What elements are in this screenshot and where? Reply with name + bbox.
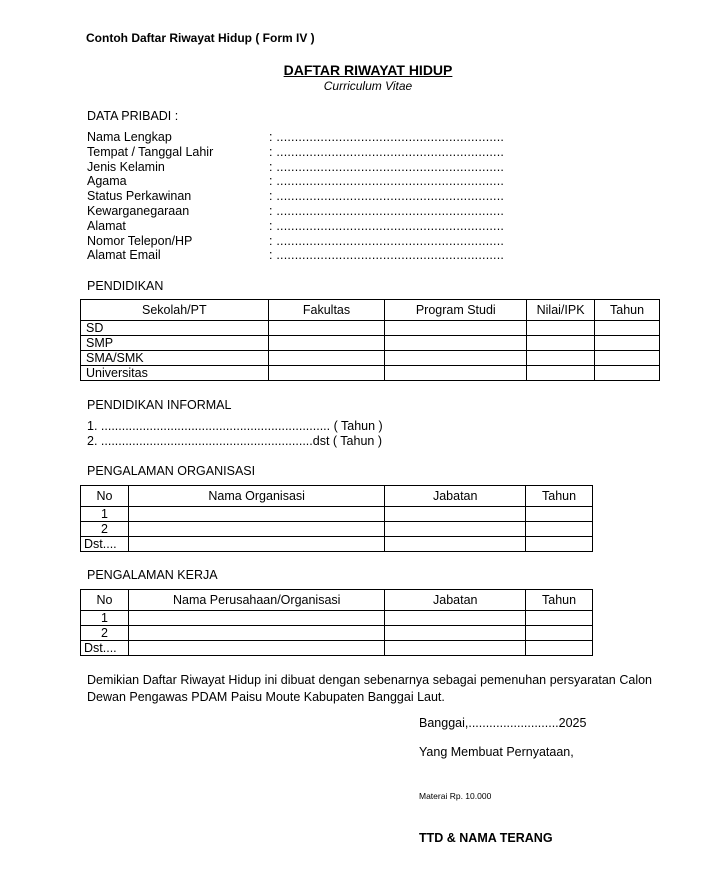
table-cell[interactable]: [128, 641, 385, 656]
table-cell[interactable]: [595, 321, 660, 336]
personal-field-label: Agama: [87, 174, 127, 189]
personal-field-label: Status Perkawinan: [87, 189, 192, 204]
column-header: Tahun: [526, 486, 593, 507]
table-cell[interactable]: [526, 611, 593, 626]
table-cell[interactable]: [526, 641, 593, 656]
table-row: [81, 611, 593, 626]
column-header: Jabatan: [385, 486, 526, 507]
row-label: 1: [81, 611, 129, 626]
column-header: Tahun: [526, 590, 593, 611]
work-table: [80, 589, 593, 656]
table-cell[interactable]: [595, 351, 660, 366]
table-cell[interactable]: [526, 626, 593, 641]
form-label: Contoh Daftar Riwayat Hidup ( Form IV ): [86, 31, 315, 45]
personal-field-blank[interactable]: : ..............................................................: [269, 144, 505, 159]
row-label: SMA/SMK: [81, 351, 269, 366]
column-header: Nama Perusahaan/Organisasi: [128, 590, 385, 611]
table-cell[interactable]: [128, 626, 385, 641]
personal-field-blank[interactable]: : ..............................................................: [269, 130, 505, 144]
column-header: Sekolah/PT: [81, 300, 269, 321]
column-header: Jabatan: [385, 590, 526, 611]
row-label: Universitas: [81, 366, 269, 381]
personal-field-label: Jenis Kelamin: [87, 159, 165, 174]
personal-field-blank[interactable]: : ..............................................................: [269, 248, 505, 263]
column-header: Program Studi: [385, 300, 527, 321]
table-cell[interactable]: [128, 537, 384, 552]
signature-label: TTD & NAMA TERANG: [419, 831, 553, 845]
column-header: Nilai/IPK: [527, 300, 595, 321]
table-cell[interactable]: [527, 321, 595, 336]
table-cell[interactable]: [268, 336, 385, 351]
row-label: Dst....: [81, 641, 129, 656]
table-cell[interactable]: [385, 641, 526, 656]
personal-field-label: Kewarganegaraan: [87, 204, 190, 218]
document-subtitle: Curriculum Vitae: [323, 79, 413, 93]
personal-field-blank[interactable]: : ..............................................................: [269, 218, 505, 233]
personal-data-heading: DATA PRIBADI :: [87, 109, 179, 123]
personal-field-blank[interactable]: : ..............................................................: [269, 174, 505, 189]
personal-field-label: Tempat / Tanggal Lahir: [87, 144, 214, 159]
personal-field-blank[interactable]: : ..............................................................: [269, 233, 505, 248]
table-cell[interactable]: [385, 611, 526, 626]
column-header: No: [81, 486, 129, 507]
personal-field-blank[interactable]: : ..............................................................: [269, 189, 505, 204]
column-header: Nama Organisasi: [128, 486, 384, 507]
row-label: SD: [81, 321, 269, 336]
organization-table: [80, 485, 593, 552]
informal-education-heading: PENDIDIKAN INFORMAL: [87, 398, 232, 412]
personal-field-blank[interactable]: : ..............................................................: [269, 204, 505, 218]
table-header-row: [81, 590, 593, 611]
table-cell[interactable]: [385, 366, 527, 381]
table-cell[interactable]: [526, 522, 593, 537]
personal-field-label: Nomor Telepon/HP: [87, 233, 193, 248]
row-label: Dst....: [81, 537, 129, 552]
stamp-label: Materai Rp. 10.000: [419, 791, 492, 801]
table-cell[interactable]: [527, 366, 595, 381]
table-header-row: [81, 300, 660, 321]
closing-statement: Demikian Daftar Riwayat Hidup ini dibuat dengan sebenarnya sebagai pemenuhan persyaratan Calon Dewan Pengawas PDAM Paisu Moute Kabupaten Banggai Laut.: [87, 673, 652, 704]
table-cell[interactable]: [385, 351, 527, 366]
table-row: [81, 522, 593, 537]
table-cell[interactable]: [526, 537, 593, 552]
row-label: 1: [81, 507, 129, 522]
personal-field-label: Alamat: [87, 218, 126, 233]
table-cell[interactable]: [385, 507, 526, 522]
informal-line-2: 2. .............................................................dst ( Tahun ): [87, 434, 382, 448]
place-date: Banggai,..........................2025: [419, 716, 587, 730]
table-cell[interactable]: [128, 522, 384, 537]
table-cell[interactable]: [595, 336, 660, 351]
table-row: [81, 351, 660, 366]
table-row: [81, 507, 593, 522]
row-label: 2: [81, 522, 129, 537]
document-title: DAFTAR RIWAYAT HIDUP: [283, 62, 453, 78]
table-cell[interactable]: [385, 321, 527, 336]
personal-field-label: Alamat Email: [87, 248, 161, 263]
table-row: [81, 626, 593, 641]
table-cell[interactable]: [128, 507, 384, 522]
table-row: [81, 641, 593, 656]
column-header: Tahun: [595, 300, 660, 321]
personal-field-label: Nama Lengkap: [87, 130, 172, 144]
table-cell[interactable]: [385, 537, 526, 552]
table-cell[interactable]: [595, 366, 660, 381]
row-label: 2: [81, 626, 129, 641]
table-cell[interactable]: [526, 507, 593, 522]
column-header: No: [81, 590, 129, 611]
table-header-row: [81, 486, 593, 507]
education-table: [80, 299, 660, 381]
education-heading: PENDIDIKAN: [87, 279, 164, 293]
personal-field-blank[interactable]: : ..............................................................: [269, 159, 505, 174]
table-cell[interactable]: [385, 522, 526, 537]
row-label: SMP: [81, 336, 269, 351]
table-cell[interactable]: [527, 336, 595, 351]
work-experience-heading: PENGALAMAN KERJA: [87, 568, 218, 582]
informal-line-1: 1. .................................................................. ( Tahun ): [87, 419, 383, 433]
maker-label: Yang Membuat Pernyataan,: [419, 745, 574, 759]
table-cell[interactable]: [128, 611, 385, 626]
table-row: [81, 321, 660, 336]
table-row: [81, 336, 660, 351]
table-row: [81, 366, 660, 381]
table-row: [81, 537, 593, 552]
table-cell[interactable]: [385, 336, 527, 351]
organization-heading: PENGALAMAN ORGANISASI: [87, 464, 256, 478]
table-cell[interactable]: [268, 366, 385, 381]
table-cell[interactable]: [268, 321, 385, 336]
table-cell[interactable]: [268, 351, 385, 366]
table-cell[interactable]: [527, 351, 595, 366]
column-header: Fakultas: [268, 300, 385, 321]
table-cell[interactable]: [385, 626, 526, 641]
